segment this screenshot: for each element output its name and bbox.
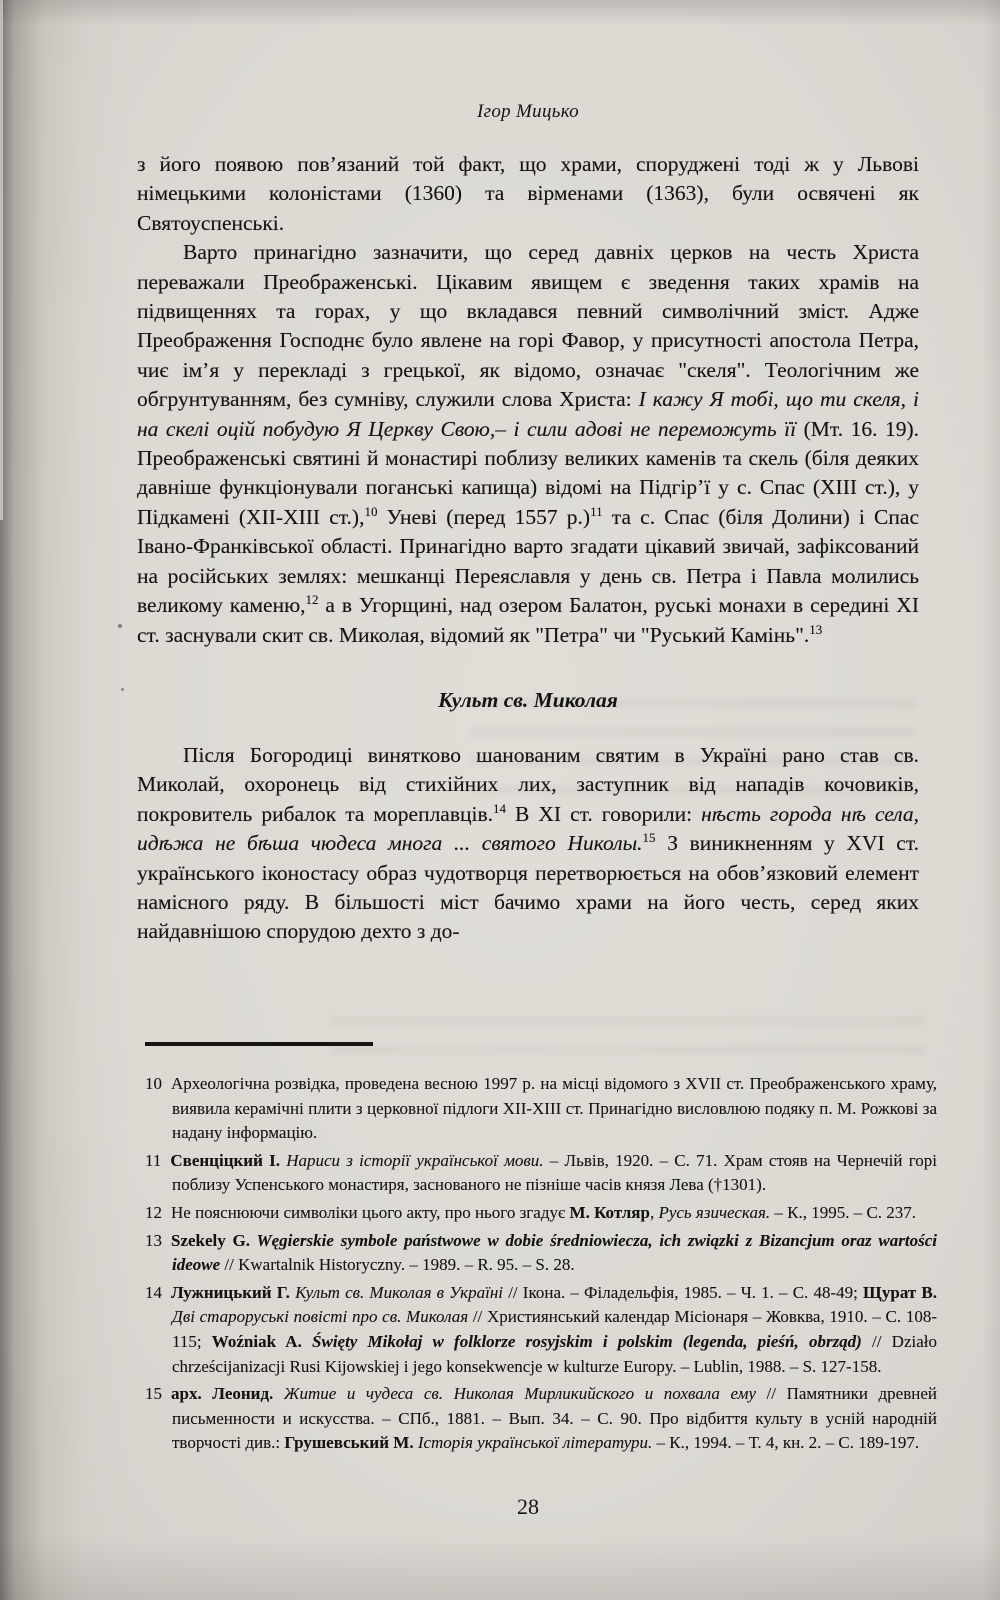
scan-edge-highlight — [0, 0, 3, 520]
text-segment: Русь язическая. — [658, 1202, 771, 1222]
text-segment: , — [649, 1202, 659, 1222]
text-segment: нѣсть города нѣ села, идѣжа не бѣша чюдеса многа ... святого Николы. — [137, 801, 919, 856]
text-segment: Лужницький Г. — [171, 1282, 290, 1302]
text-segment: Не пояснюючи символіки цього акту, про нього згадує — [171, 1202, 570, 1222]
footnotes-section — [145, 1042, 937, 1459]
text-column — [137, 100, 919, 947]
text-segment: // Ікона. – Філадельфія, 1985. – Ч. 1. – С. 48-49; — [503, 1282, 863, 1302]
text-segment: Щурат В. — [863, 1282, 937, 1302]
text-segment: Szekely G. — [171, 1230, 251, 1250]
text-segment: арх. Леонид. — [171, 1384, 274, 1404]
text-segment: – К., 1994. – Т. 4, кн. 2. – С. 189-197. — [652, 1433, 920, 1453]
section-heading: Культ св. Миколая — [438, 687, 618, 712]
footnote-number: 12 — [145, 1202, 162, 1222]
body-paragraphs-after-heading — [137, 741, 919, 947]
footnote-reference: 15 — [642, 829, 656, 845]
text-segment: та с. Спас (біля Долини) і Спас Івано-Франківської області. Принагідно варто згадати цікавий звичай, зафіксований на російських землях: мешканці Переяславля у день св. Петра і Павла молились великому каменю, — [137, 504, 919, 618]
paragraph — [137, 741, 919, 947]
footnote-reference: 14 — [493, 800, 507, 816]
footnote — [145, 1281, 937, 1379]
text-segment: а в Угорщині, над озером Балатон, руські монахи в середині XI ст. заснували скит св. Миколая, відомий як "Петра" чи "Руський Камінь". — [137, 593, 919, 647]
footnote-number: 14 — [145, 1282, 162, 1302]
text-segment: // Християнський календар Місіонаря – Жовква, 1910. – С. 108-115; — [172, 1307, 937, 1351]
footnote-reference: 12 — [305, 591, 319, 607]
text-segment: Після Богородиці винятково шанованим святим в Україні рано став св. Миколай, охоронець від стихійних лих, заступник від нападів кочовиків, покровитель рибалок та мореплавців. — [137, 742, 919, 826]
text-segment: Історія української літератури. — [413, 1433, 653, 1453]
footnote-number: 15 — [145, 1384, 162, 1404]
footnote — [145, 1149, 937, 1198]
footnote-number: 11 — [145, 1150, 162, 1170]
text-segment: // Działo chrześcijanizacji Rusi Kijowskiej i jego konsekwencje w kulturze Europy. – Lublin, 1988. – S. 127-158. — [172, 1331, 937, 1376]
text-segment: з його появою пов’язаний той факт, що храми, споруджені тоді ж у Львові німецькими колоністами (1360) та вірменами (1363), були освячені як Святоуспенські. — [137, 152, 919, 235]
footnote-reference: 11 — [590, 503, 603, 519]
text-segment: Уневі (перед 1557 р.) — [377, 504, 591, 529]
text-segment: Нариси з історії української мови. — [279, 1150, 544, 1170]
paragraph — [137, 150, 919, 238]
text-segment: М. Котляр — [569, 1202, 650, 1222]
text-segment: Культ св. Миколая в Україні — [289, 1282, 504, 1302]
body-paragraphs-before-heading — [137, 150, 919, 650]
footnote — [145, 1229, 937, 1278]
page-number: 28 — [517, 1494, 539, 1519]
paragraph — [137, 238, 919, 650]
footnote-reference: 13 — [809, 621, 823, 637]
footnote-separator-rule — [145, 1042, 373, 1046]
text-segment: Woźniak A. — [211, 1331, 302, 1351]
footnote — [145, 1382, 937, 1456]
footnote — [145, 1072, 937, 1146]
text-segment: // Памятники древней письменности и искусства. – СПб., 1881. – Вып. 34. – С. 90. Про відбиття культу в усній народній творчості див.: — [172, 1384, 937, 1453]
text-segment: Święty Mikołaj w folklorze rosyjskim i polskim (legenda, pieśń, obrząd) — [301, 1331, 862, 1351]
text-segment: І кажу Я тобі, що ти скеля, і на скелі оцій побудую Я Церкву Свою,– і сили адові не переможуть її — [137, 387, 919, 441]
text-segment: Дві староруські повісті про св. Миколая — [172, 1307, 469, 1327]
text-segment: Житие и чудеса св. Николая Мирликийского и похвала ему — [273, 1384, 756, 1404]
text-segment: В XI ст. говорили: — [506, 801, 702, 826]
text-segment: Археологічна розвідка, проведена весною 1997 р. на місці відомого з XVII ст. Преображенського храму, виявила керамічні плити з церковної підлоги XII-XIII ст. Принагідно висловлюю подяку п. М. Рожкові за надану інформацію. — [171, 1074, 937, 1143]
text-segment: – К., 1995. – С. 237. — [770, 1202, 917, 1222]
text-segment: // Kwartalnik Historyczny. – 1989. – R. 95. – S. 28. — [220, 1255, 575, 1275]
scan-speck — [118, 624, 122, 628]
footnotes-list — [145, 1072, 937, 1456]
text-segment: (Мт. 16. 19). Преображенські святині й монастирі поблизу великих каменів та скель (біля деяких давніше функціонували поганські капища) відомі на Підгір’ї у с. Спас (XIII ст.), у Підкамені (XII-XIII ст.), — [137, 416, 920, 529]
text-segment: – Львів, 1920. – С. 71. Храм стояв на Чернечій горі поблизу Успенського монастиря, заснованого не пізніше часів князя Лева (†1301). — [172, 1150, 938, 1195]
text-segment: Węgierskie symbole państwowe w dobie średniowiecza, ich związki z Bizancjum oraz wartości ideowe — [172, 1230, 937, 1275]
text-segment: Грушевський М. — [284, 1433, 414, 1453]
footnote-number: 10 — [145, 1074, 162, 1093]
text-segment: Варто принагідно зазначити, що серед давніх церков на честь Христа переважали Преображенські. Цікавим явищем є зведення таких храмів на підвищеннях та горах, у що вкладався певний символічний зміст. Адже Преображення Господнє було явлене на горі Фавор, у присутності апостола Петра, чиє ім’я у перекладі з грецької, як відомо, означає "скеля". Теологічним же обгрунтуванням, без сумніву, служили слова Христа: — [137, 240, 919, 412]
text-segment: Свенціцкий І. — [170, 1150, 280, 1170]
footnote-reference: 10 — [364, 503, 378, 519]
footnote-number: 13 — [145, 1230, 162, 1250]
scan-speck — [121, 688, 124, 691]
text-segment: З виникненням у XVI ст. українського іконостасу образ чудотворця перетворюється на обов’язковий елемент намісного ряду. В більшості міст бачимо храми на його честь, серед яких найдавнішою спорудою дехто з до- — [137, 831, 920, 944]
running-header-author: Ігор Мицько — [477, 101, 579, 122]
footnote — [145, 1201, 937, 1226]
